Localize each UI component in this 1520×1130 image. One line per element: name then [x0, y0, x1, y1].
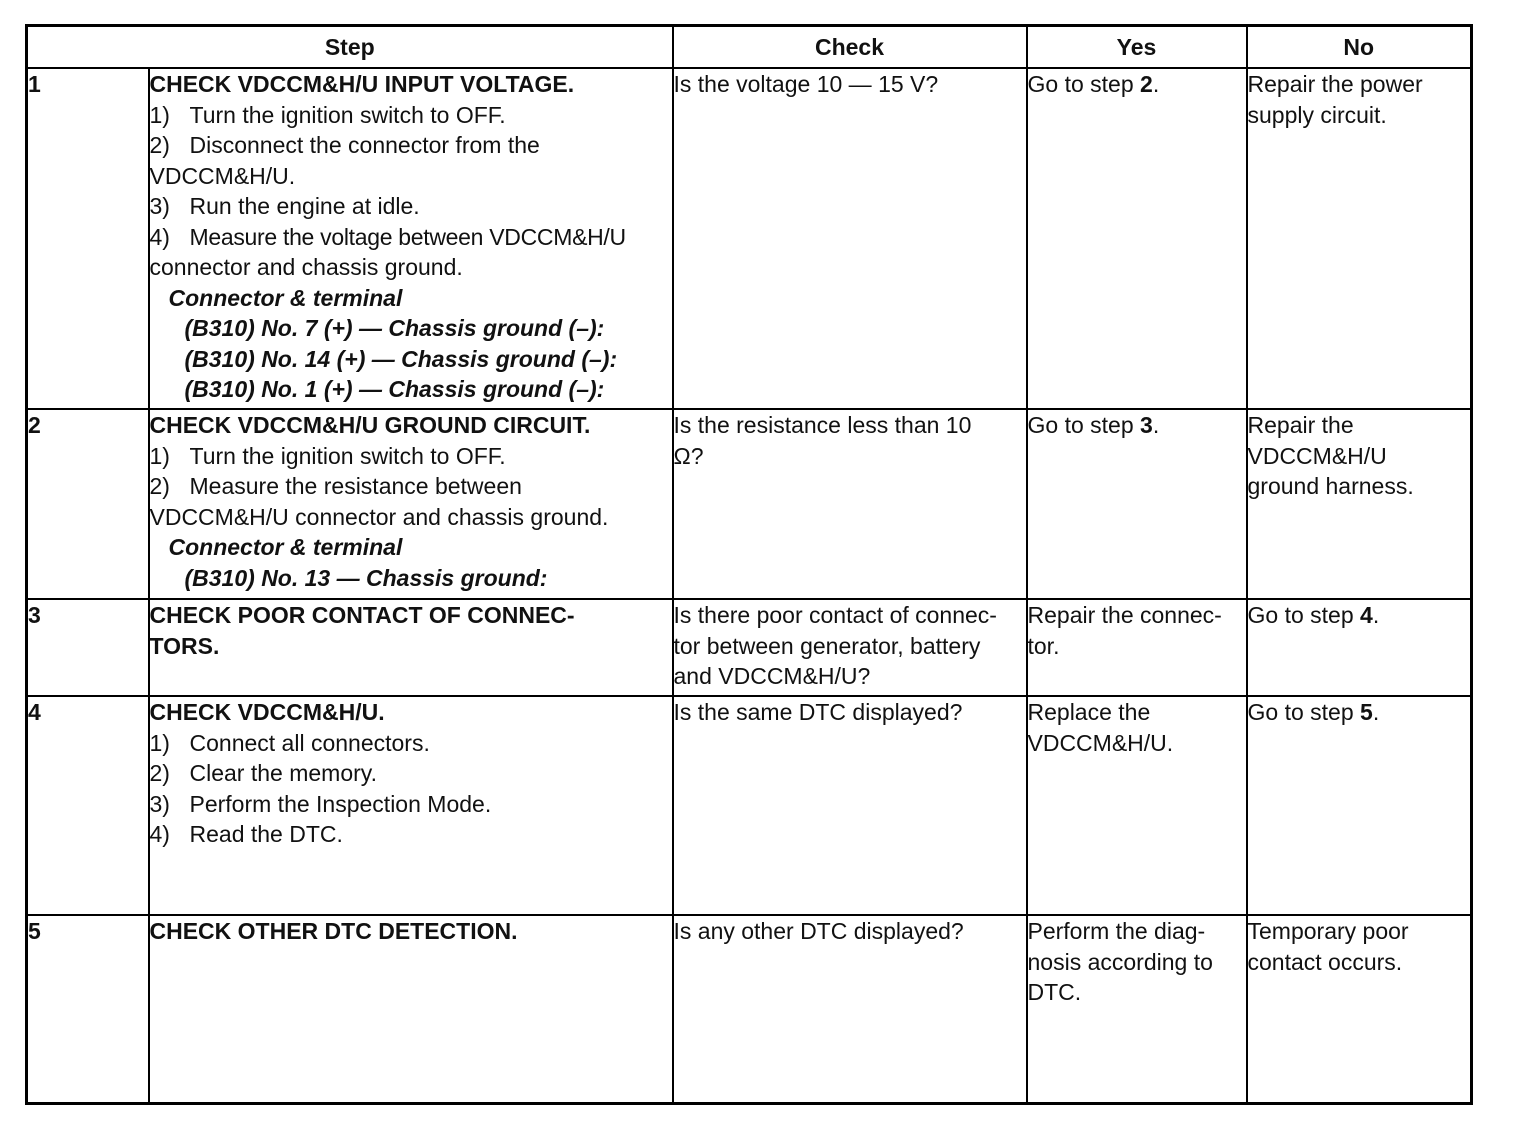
table-row [27, 68, 1472, 409]
step-number: 2 [27, 409, 149, 599]
check-cell: Is the resistance less than 10 Ω? [673, 409, 1027, 599]
header-step: Step [27, 26, 673, 69]
step-description [149, 599, 673, 696]
step-description [149, 696, 673, 915]
substep: 2) Disconnect the connector from the [149, 132, 540, 158]
terminal-spec: (B310) No. 14 (+) — Chassis ground (–): [184, 345, 618, 372]
substep: 1) Turn the ignition switch to OFF. [149, 101, 506, 128]
substep: 4) Read the DTC. [149, 821, 343, 847]
header-check: Check [673, 26, 1027, 69]
substep: 1) Connect all connectors. [149, 729, 430, 756]
table-row [27, 696, 1472, 915]
step-number: 3 [27, 599, 149, 696]
yes-cell: Perform the diag- nosis according to DTC. [1027, 915, 1247, 1104]
step-number: 1 [27, 68, 149, 409]
yes-cell: Repair the connec- tor. [1027, 599, 1247, 696]
step-description [149, 915, 673, 1104]
no-cell: Go to step 4. [1247, 599, 1472, 696]
diagnostic-table [25, 24, 1473, 1105]
header-yes: Yes [1027, 26, 1247, 69]
substep: 4) Measure the voltage between VDCCM&H/U [149, 223, 626, 250]
check-cell: Is the same DTC displayed? [673, 696, 1027, 915]
step-title: CHECK OTHER DTC DETECTION. [149, 918, 518, 944]
check-cell: Is any other DTC displayed? [673, 915, 1027, 1104]
connector-terminal-title: Connector & terminal [168, 284, 403, 311]
table-row [27, 915, 1472, 1104]
check-text: Is the voltage 10 — 15 V? [673, 71, 939, 97]
substep: 2) Measure the resistance between [149, 473, 522, 499]
substep-continued: VDCCM&H/U connector and chassis ground. [149, 503, 609, 530]
header-row [27, 26, 1472, 69]
table-row [27, 599, 1472, 696]
no-cell: Go to step 5. [1247, 696, 1472, 915]
step-description [149, 68, 673, 409]
no-cell: Repair the power supply circuit. [1247, 68, 1472, 409]
substep-continued: connector and chassis ground. [149, 254, 463, 280]
terminal-spec: (B310) No. 7 (+) — Chassis ground (–): [184, 315, 605, 341]
terminal-spec: (B310) No. 13 — Chassis ground: [184, 564, 548, 591]
step-description [149, 409, 673, 599]
step-title: CHECK POOR CONTACT OF CONNEC- [149, 602, 575, 628]
yes-cell: Replace the VDCCM&H/U. [1027, 696, 1247, 915]
yes-cell: Go to step 2. [1027, 68, 1247, 409]
header-no: No [1247, 26, 1472, 69]
substep: 1) Turn the ignition switch to OFF. [149, 442, 506, 469]
step-number: 5 [27, 915, 149, 1104]
no-cell: Temporary poor contact occurs. [1247, 915, 1472, 1104]
step-title: CHECK VDCCM&H/U GROUND CIRCUIT. [149, 412, 591, 438]
no-cell: Repair the VDCCM&H/U ground harness. [1247, 409, 1472, 599]
check-cell: Is there poor contact of connec- tor between generator, battery and VDCCM&H/U? [673, 599, 1027, 696]
substep: 3) Perform the Inspection Mode. [149, 790, 492, 817]
connector-terminal-title: Connector & terminal [168, 534, 403, 560]
step-title: CHECK VDCCM&H/U INPUT VOLTAGE. [149, 71, 575, 97]
step-number: 4 [27, 696, 149, 915]
substep: 2) Clear the memory. [149, 760, 377, 786]
terminal-spec: (B310) No. 1 (+) — Chassis ground (–): [184, 376, 605, 402]
step-title: CHECK VDCCM&H/U. [149, 699, 385, 725]
yes-cell: Go to step 3. [1027, 409, 1247, 599]
substep-continued: VDCCM&H/U. [149, 162, 296, 189]
table-row [27, 409, 1472, 599]
substep: 3) Run the engine at idle. [149, 193, 420, 219]
check-cell [673, 68, 1027, 409]
step-title: TORS. [149, 632, 220, 659]
